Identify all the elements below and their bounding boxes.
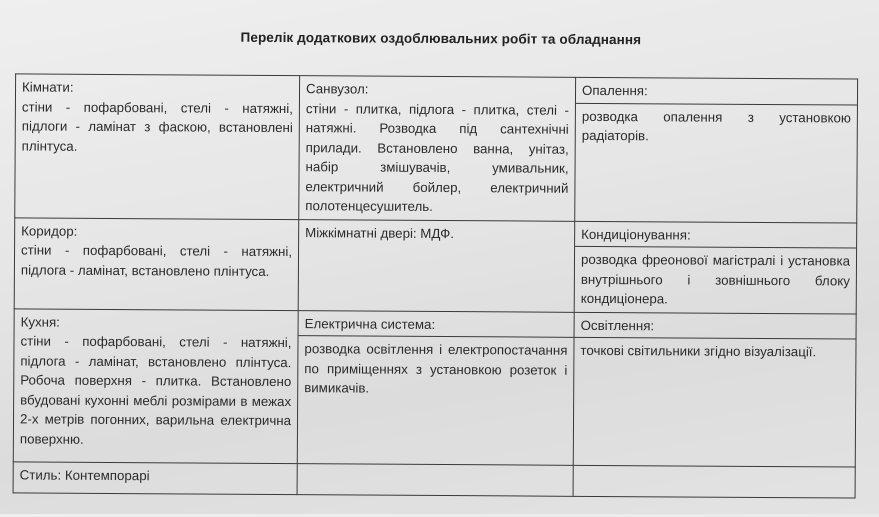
table-row xyxy=(13,461,855,497)
cell-lighting xyxy=(573,312,856,467)
cell-bathroom xyxy=(299,76,576,221)
cell-empty xyxy=(573,465,855,498)
cell-title: Стиль: Контемпорарі xyxy=(19,466,150,483)
cell-kitchen xyxy=(13,308,298,463)
cell-title: Електрична система: xyxy=(304,315,436,332)
cell-body: стіни - пофарбовані, стелі - натяжні, підлога - ламінат, встановлено плінтуса. Робоча поверхня - плитка. Встановлено вбудовані кухонні меблі розмірами в межах 2-х метрів погонних, варильна електрична поверхню. xyxy=(19,333,292,447)
works-table xyxy=(13,73,859,498)
cell-body: розводка опалення з установкою радіаторів. xyxy=(581,108,851,144)
cell-corridor xyxy=(14,217,299,310)
cell-title: Кімнати: xyxy=(22,79,74,95)
cell-body: розводка фреонової магістралі і установка внутрішнього і зовнішнього блоку кондиціонера. xyxy=(580,251,851,307)
cell-electric xyxy=(297,310,574,465)
cell-heating xyxy=(575,77,858,222)
table-row xyxy=(13,308,856,466)
cell-rooms xyxy=(15,74,300,219)
cell-title: Санвузол: xyxy=(305,81,369,97)
cell-style xyxy=(13,461,297,494)
cell-empty xyxy=(297,463,573,496)
cell-body: стіни - плитка, підлога - плитка, стелі - натяжні. Розводка під сантехнічні прилади. Встановлено ванна, унітаз, набір змішувачів, умивальник, електричний бойлер, електричний полотенцесушитель. xyxy=(305,100,569,214)
cell-title: Опалення: xyxy=(581,82,648,99)
cell-doors xyxy=(298,219,575,312)
cell-body: розводка освітлення і електропостачання по приміщеннях з установкою розеток і вимикачів. xyxy=(304,341,568,396)
cell-body: стіни - пофарбовані, стелі - натяжні, підлоги - ламінат з фаскою, встановлені плінтуса. xyxy=(21,98,293,154)
cell-body: стіни - пофарбовані, стелі - натяжні, підлога - ламінат, встановлено плінтуса. xyxy=(20,242,293,279)
table-row xyxy=(14,217,857,313)
cell-conditioning xyxy=(574,221,857,314)
cell-title: Освітлення: xyxy=(580,317,655,333)
cell-title: Міжкімнатні двері: МДФ. xyxy=(305,224,454,241)
cell-title: Кондиціонування: xyxy=(581,226,691,243)
cell-title: Кухня: xyxy=(20,313,60,330)
cell-title: Коридор: xyxy=(21,222,78,239)
cell-body: точкові світильники згідно візуалізації. xyxy=(580,342,817,360)
table-row xyxy=(15,74,858,223)
document-title: Перелік додаткових оздоблювальних робіт та обладнання xyxy=(240,29,642,48)
